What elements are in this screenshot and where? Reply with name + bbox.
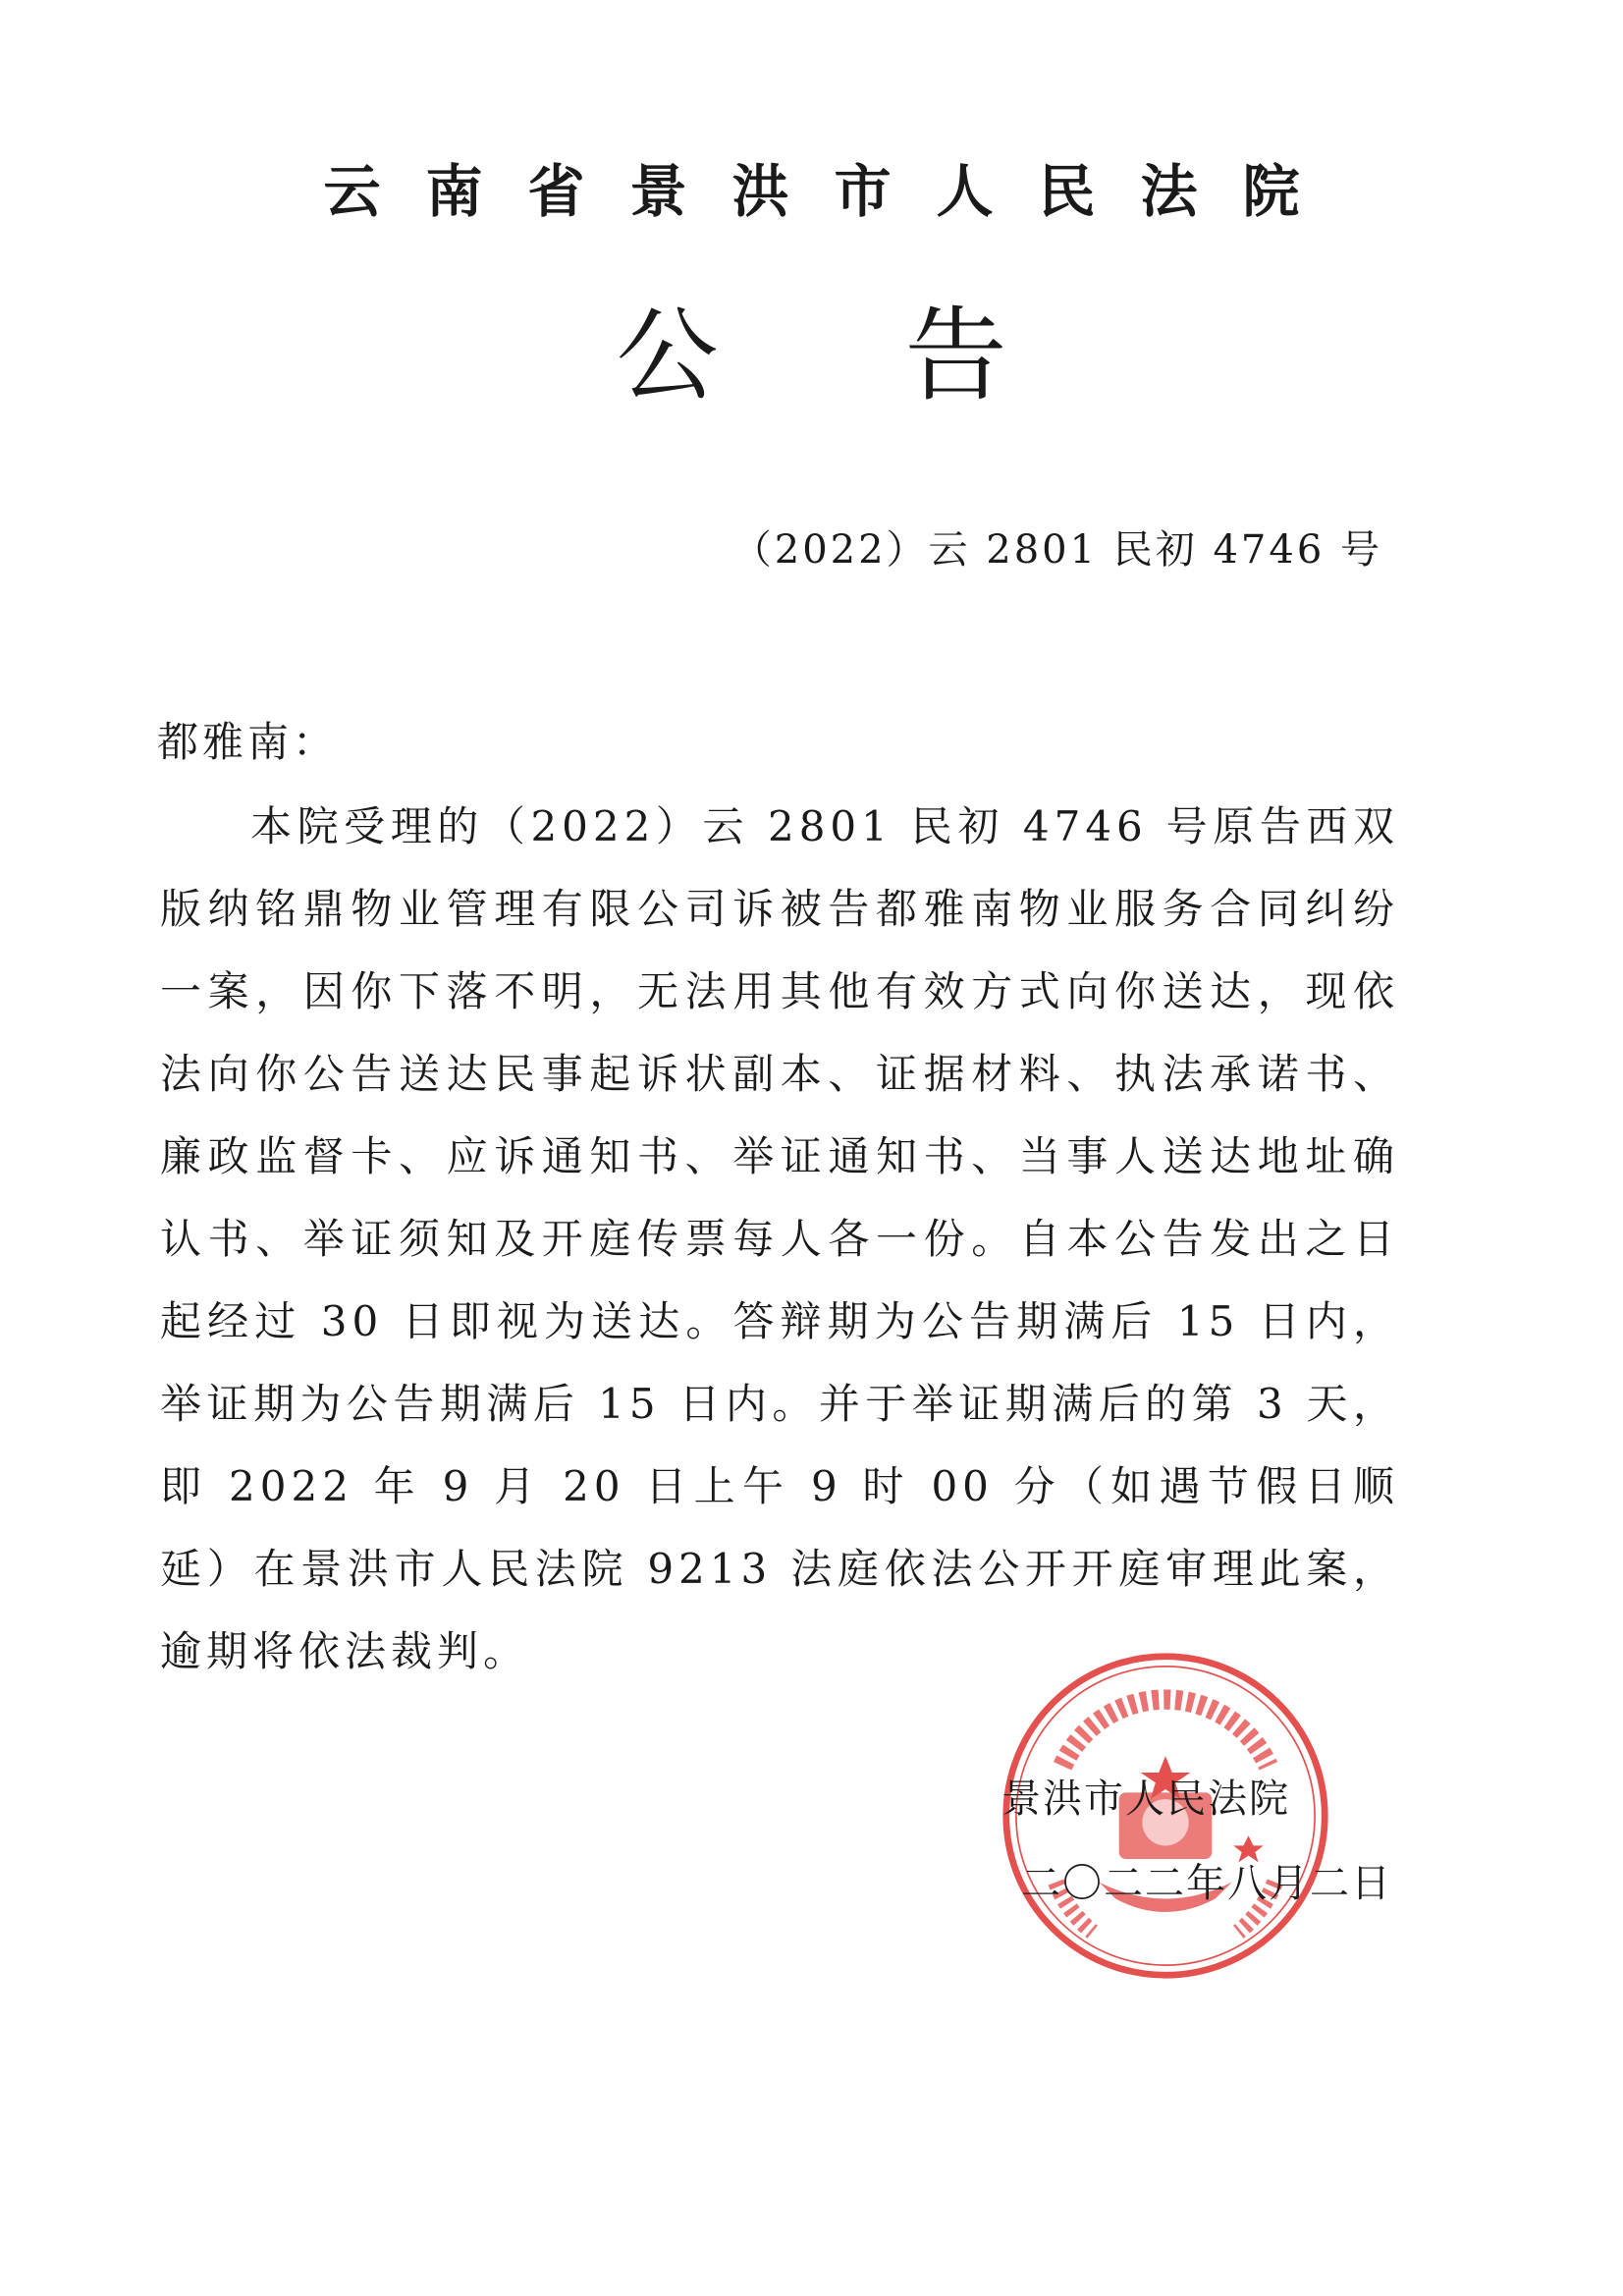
notice-body: 本院受理的（2022）云 2801 民初 4746 号原告西双版纳铭鼎物业管理有限公司诉被告都雅南物业服务合同纠纷一案，因你下落不明，无法用其他有效方式向你送达，现依法向你公告送达民事起诉状副本、证据材料、执法承诺书、廉政监督卡、应诉通知书、举证通知书、当事人送达地址确认书、举证须知及开庭传票每人各一份。自本公告发出之日起经过 30 日即视为送达。答辩期为公告期满后 15 日内，举证期为公告期满后 15 日内。并于举证期满后的第 3 天，即 2022 年 9 月 20 日上午 9 时 00 分（如遇节假日顺延）在景洪市人民法院 9213 法庭依法公开开庭审理此案，逾期将依法裁判。 xyxy=(160,802,1399,1675)
court-title: 云南省景洪市人民法院 xyxy=(323,158,1345,225)
addressee: 都雅南： xyxy=(157,718,339,766)
case-number: （2022）云 2801 民初 4746 号 xyxy=(731,527,1382,573)
document-type-title: 公告 xyxy=(616,296,1194,415)
issuer-signature: 景洪市人民法院 xyxy=(1001,1777,1290,1822)
issue-date: 二〇二二年八月二日 xyxy=(1021,1861,1392,1906)
